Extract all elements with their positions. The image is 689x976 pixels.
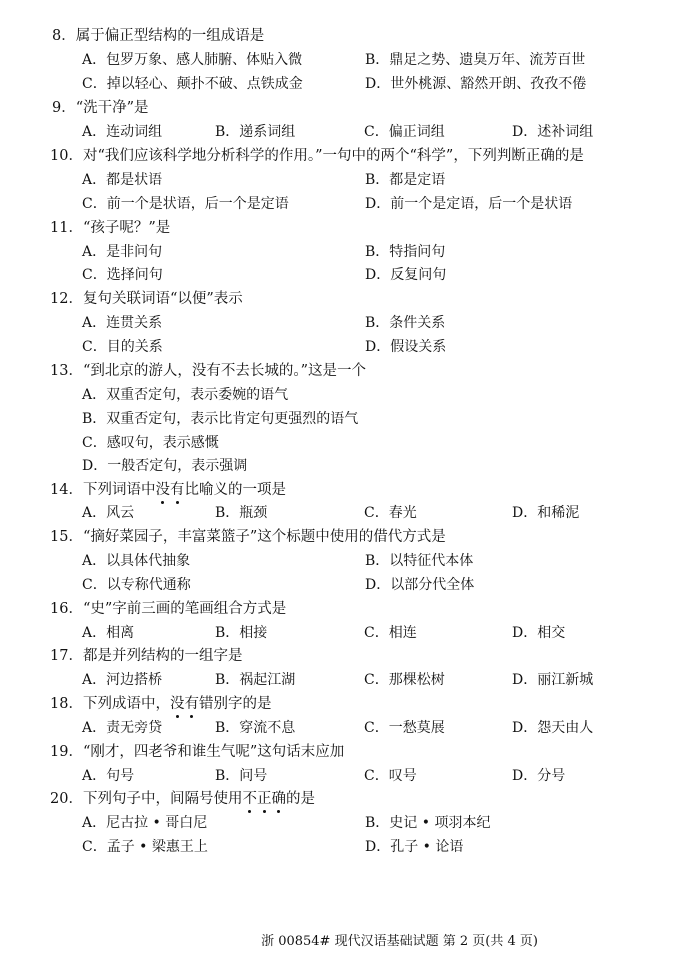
question-10-stem: 10．对“我们应该科学地分析科学的作用。”一句中的两个“科学”，下列判断正确的是: [50, 148, 584, 164]
option-b: B．相接: [215, 625, 268, 641]
emphasis-char: 有: [184, 696, 199, 712]
stem-text: 14．下列词语中: [50, 482, 156, 498]
option-a: A．是非问句: [82, 244, 163, 260]
option-c: C．选择问句: [82, 267, 163, 283]
question-11-options-row2: [82, 266, 672, 284]
option-c: C．感叹句，表示感慨: [82, 435, 219, 451]
question-11-stem: 11．“孩子呢？”是: [50, 220, 171, 236]
option-a: A．连贯关系: [82, 315, 163, 331]
option-a: A．句号: [82, 768, 135, 784]
option-a: A．包罗万象、感人肺腑、体贴入微: [82, 52, 303, 68]
question-13-option-b-row: [82, 410, 672, 428]
question-18-stem: [50, 695, 271, 713]
option-a: A．连动词组: [82, 124, 163, 140]
option-d: D．以部分代全体: [365, 577, 475, 593]
question-8-stem: 8．属于偏正型结构的一组成语是: [52, 28, 265, 44]
option-b: B．条件关系: [365, 315, 446, 331]
question-20-stem: [50, 790, 315, 808]
question-9-stem: 9．“洗干净”是: [52, 100, 149, 116]
option-b: B．以特征代本体: [365, 553, 474, 569]
option-b: B．双重否定句，表示比肯定句更强烈的语气: [82, 411, 359, 427]
option-d: D．述补词组: [512, 124, 594, 140]
question-11-options-row1: [82, 243, 672, 261]
option-b: B．瓶颈: [215, 505, 268, 521]
question-8-options-row1: [82, 51, 672, 69]
stem-text: 的是: [285, 791, 315, 807]
question-15-stem: 15．“摘好菜园子，丰富菜篮子”这个标题中使用的借代方式是: [50, 529, 446, 545]
option-c: C．叹号: [364, 768, 417, 784]
option-a: A．尼古拉 • 哥白尼: [82, 815, 208, 831]
emphasis-char: 没: [155, 482, 170, 498]
option-d: D．和稀泥: [512, 505, 580, 521]
question-16-options: [82, 624, 672, 642]
option-b: B．祸起江湖: [215, 672, 296, 688]
option-d: D．孔子 • 论语: [365, 839, 464, 855]
option-b: B．都是定语: [365, 172, 446, 188]
question-15-options-row1: [82, 552, 672, 570]
option-b: B．问号: [215, 768, 268, 784]
option-a: A．都是状语: [82, 172, 163, 188]
question-14-stem: [50, 481, 286, 499]
option-d: D．丽江新城: [512, 672, 594, 688]
option-a: A．以具体代抽象: [82, 553, 191, 569]
option-d: D．世外桃源、豁然开朗、孜孜不倦: [365, 76, 587, 92]
option-a: A．双重否定句，表示委婉的语气: [82, 387, 289, 403]
stem-text: 20．下列句子中，间隔号使用: [50, 791, 243, 807]
question-13-option-d-row: [82, 457, 672, 475]
question-13-option-a-row: [82, 386, 672, 404]
option-c: C．目的关系: [82, 339, 163, 355]
option-a: A．河边搭桥: [82, 672, 163, 688]
option-a: A．相离: [82, 625, 135, 641]
question-12-options-row1: [82, 314, 672, 332]
question-12-options-row2: [82, 338, 672, 356]
question-20-options-row1: [82, 814, 672, 832]
option-d: D．相交: [512, 625, 566, 641]
option-a: A．责无旁贷: [82, 720, 163, 736]
question-17-stem: 17．都是并列结构的一组字是: [50, 648, 243, 664]
option-a: A．风云: [82, 505, 135, 521]
option-d: D．分号: [512, 768, 566, 784]
option-c: C．以专称代通称: [82, 577, 191, 593]
option-c: C．春光: [364, 505, 417, 521]
question-19-stem: 19．“刚才，四老爷和谁生气呢”这句话末应加: [50, 744, 345, 760]
option-d: D．一般否定句，表示强调: [82, 458, 248, 474]
question-15-options-row2: [82, 576, 672, 594]
option-c: C．掉以轻心、颠扑不破、点铁成金: [82, 76, 303, 92]
option-c: C．前一个是状语，后一个是定语: [82, 196, 289, 212]
question-13-stem: 13．“到北京的游人，没有不去长城的。”这是一个: [50, 363, 367, 379]
emphasis-dotted: [242, 791, 286, 807]
question-18-options: [82, 719, 672, 737]
emphasis-char: 不: [242, 791, 257, 807]
emphasis-char: 正: [256, 791, 272, 807]
question-14-options: [82, 504, 672, 522]
question-19-options: [82, 767, 672, 785]
option-c: C．那棵松树: [364, 672, 445, 688]
stem-text: 比喻义的一项是: [184, 482, 286, 498]
option-b: B．穿流不息: [215, 720, 296, 736]
option-d: D．假设关系: [365, 339, 447, 355]
emphasis-char: 确: [271, 791, 286, 807]
stem-text: 18．下列成语中，: [50, 696, 170, 712]
option-d: D．前一个是定语，后一个是状语: [365, 196, 573, 212]
option-b: B．特指问句: [365, 244, 446, 260]
stem-text: 错别字的是: [198, 696, 272, 712]
question-9-options: [82, 123, 672, 141]
question-12-stem: 12．复句关联词语“以便”表示: [50, 291, 243, 307]
emphasis-char: 有: [169, 482, 185, 498]
option-d: D．反复问句: [365, 267, 447, 283]
question-10-options-row1: [82, 171, 672, 189]
option-c: C．相连: [364, 625, 417, 641]
page-footer: 浙 00854# 现代汉语基础试题 第 2 页(共 4 页): [261, 934, 538, 949]
question-8-options-row2: [82, 75, 672, 93]
option-c: C．偏正词组: [364, 124, 445, 140]
question-13-option-c-row: [82, 434, 672, 452]
question-17-options: [82, 671, 672, 689]
emphasis-dotted: [155, 482, 184, 498]
option-c: C．孟子 • 梁惠王上: [82, 839, 208, 855]
option-b: B．鼎足之势、遗臭万年、流芳百世: [365, 52, 586, 68]
option-c: C．一愁莫展: [364, 720, 445, 736]
option-b: B．递系词组: [215, 124, 296, 140]
question-20-options-row2: [82, 838, 672, 856]
question-16-stem: 16．“史”字前三画的笔画组合方式是: [50, 601, 287, 617]
emphasis-dotted: [170, 696, 199, 712]
option-b: B．史记 • 项羽本纪: [365, 815, 491, 831]
question-10-options-row2: [82, 195, 672, 213]
option-d: D．怨天由人: [512, 720, 594, 736]
emphasis-char: 没: [169, 696, 185, 712]
